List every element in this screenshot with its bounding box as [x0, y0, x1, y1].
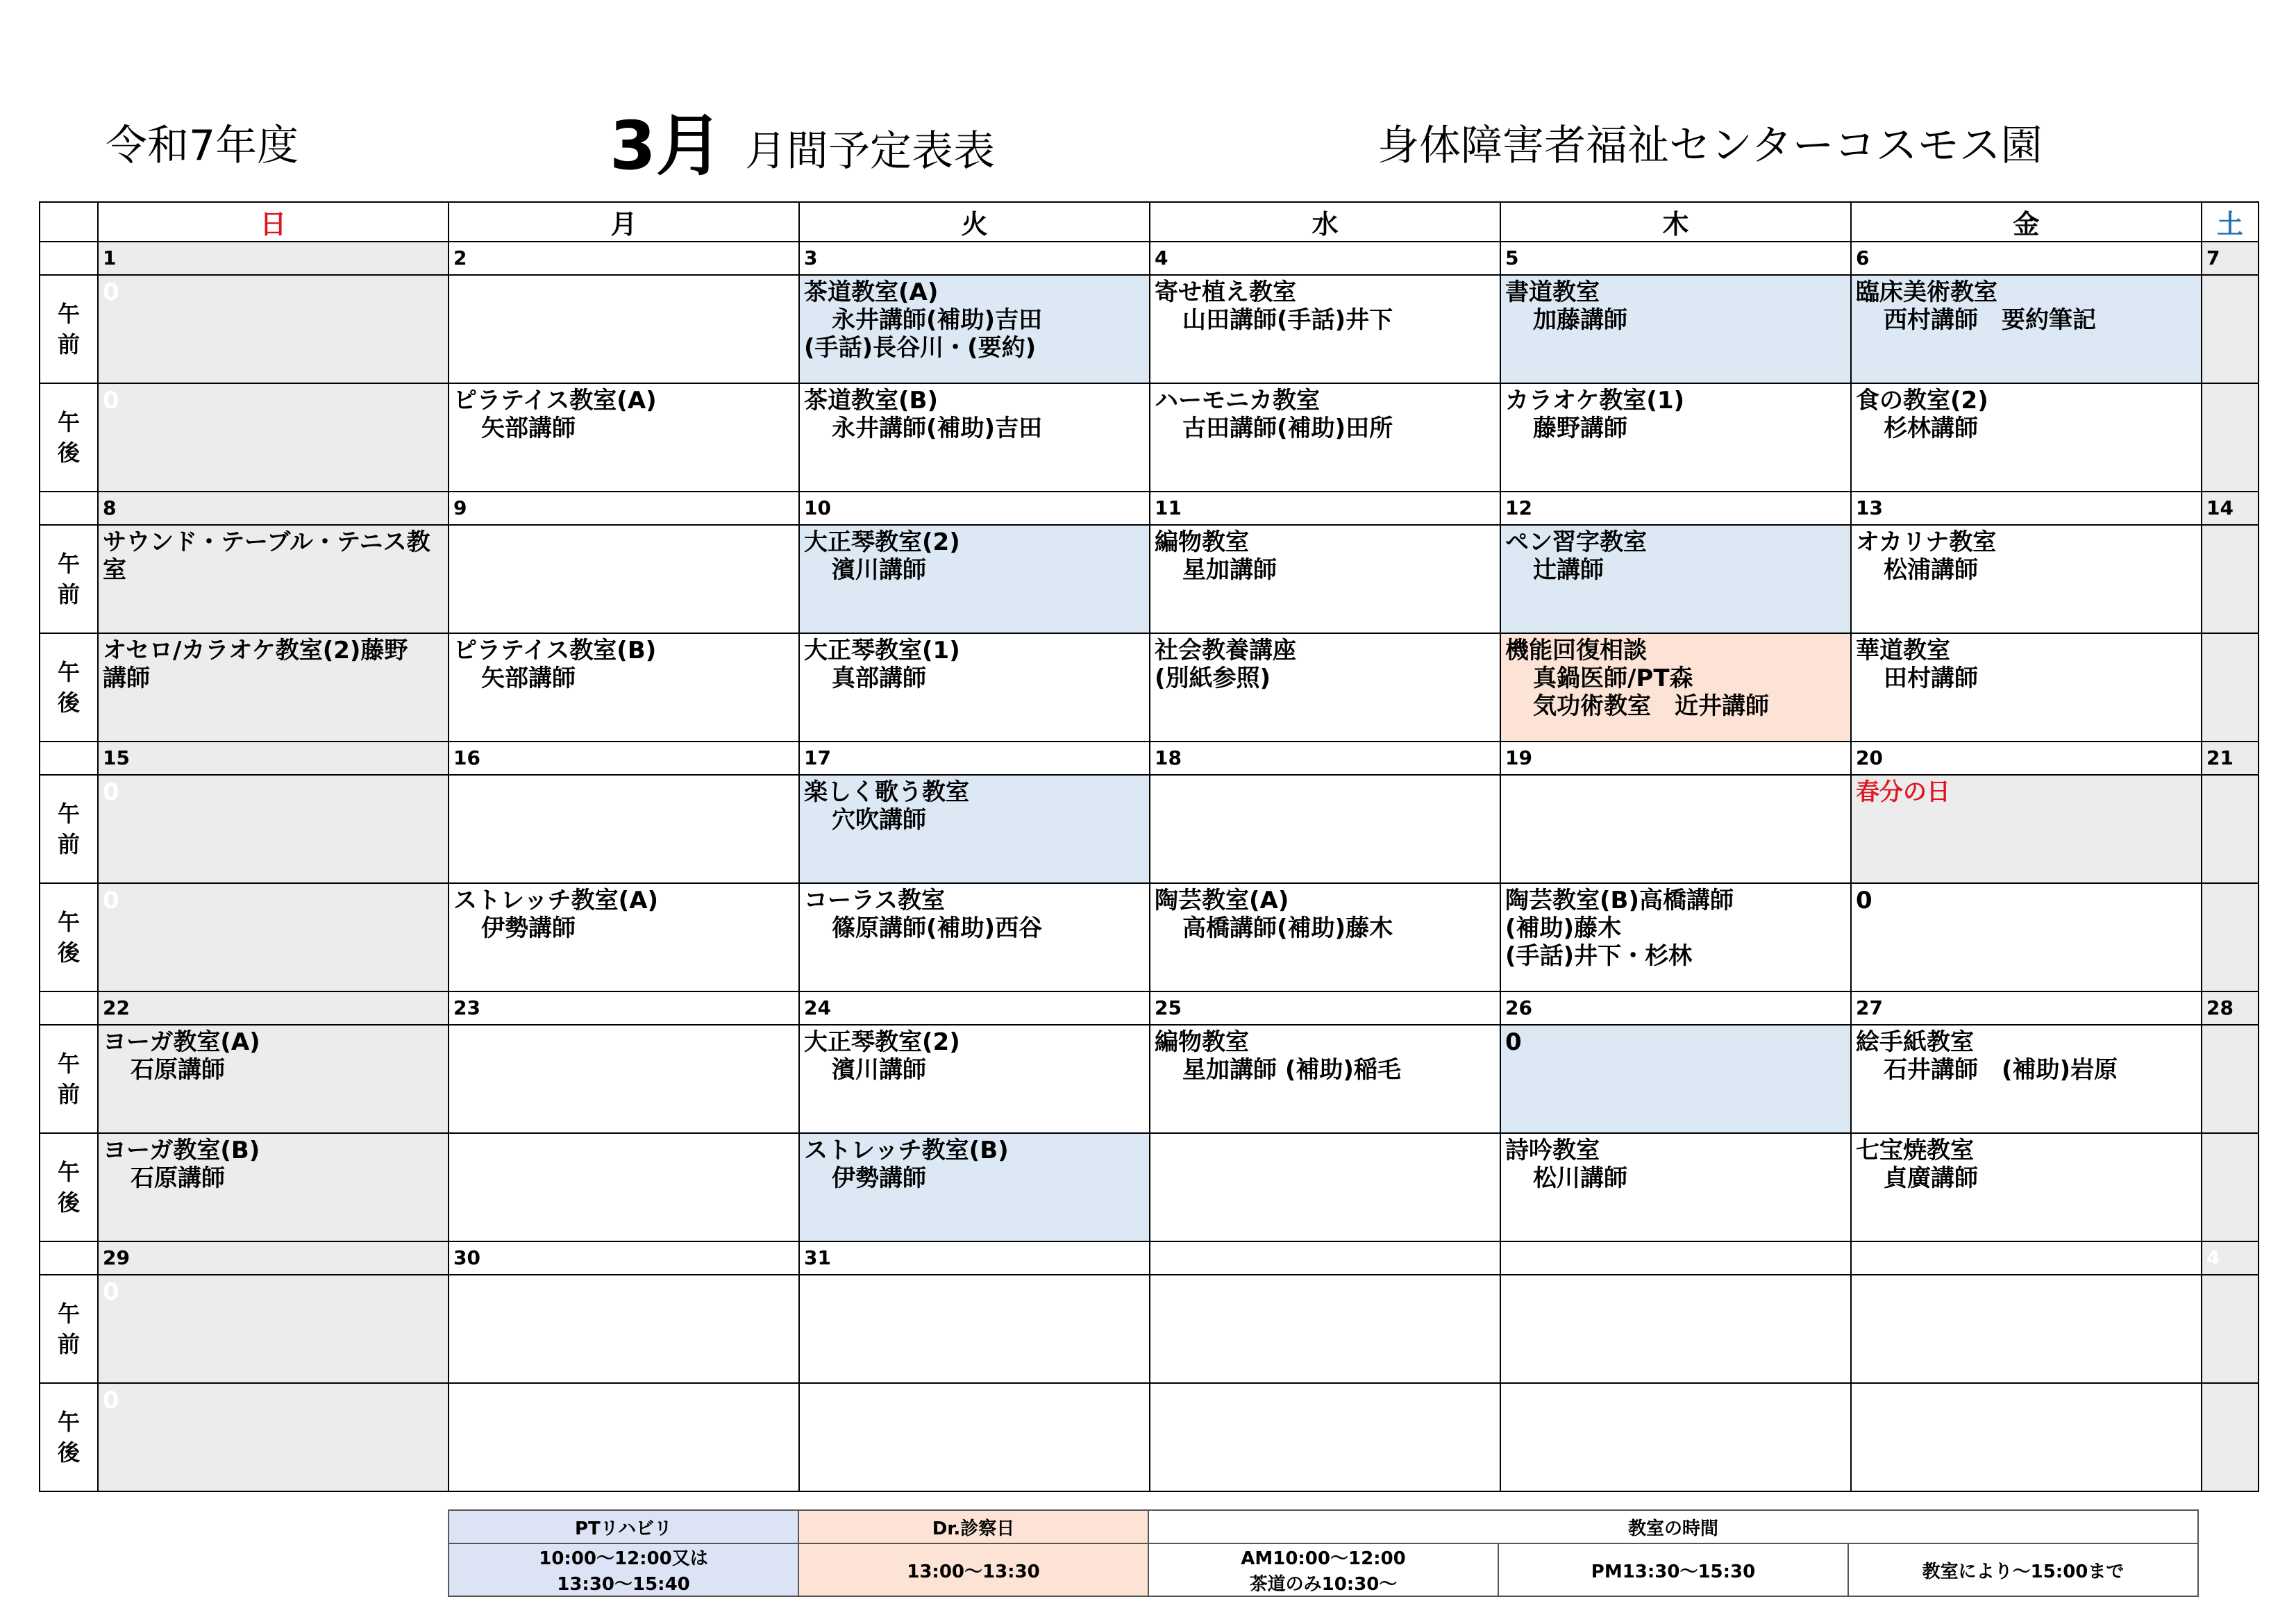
am-slot-fri: [1851, 1025, 2202, 1133]
pm-slot-tue: [799, 1133, 1150, 1241]
am-slot-tue: [799, 1275, 1150, 1383]
pm-row: [40, 1133, 2259, 1241]
pm-slot-sat: [2202, 383, 2259, 492]
pm-slot-sun: [98, 633, 449, 742]
pm-slot-wed: [1150, 383, 1500, 492]
pm-slot-thu: [1500, 1133, 1851, 1241]
event-title: ピラテイス教室(B): [453, 637, 657, 664]
am-slot-fri: [1851, 1275, 2202, 1383]
date-number-wed: [1150, 1241, 1500, 1275]
event-title: コーラス教室: [804, 887, 945, 914]
am-slot-sun: [98, 1275, 449, 1383]
event-title: 機能回復相談: [1505, 637, 1647, 664]
date-number-sun: 8: [98, 492, 449, 525]
event-detail: 藤野講師: [1533, 415, 1627, 442]
event-detail: 矢部講師: [481, 415, 576, 442]
event-title: 0: [103, 278, 119, 306]
date-number-fri: 6: [1851, 242, 2202, 275]
event-detail: 高橋講師(補助)藤木: [1182, 914, 1393, 942]
page-title: 月間予定表表: [745, 127, 995, 176]
pm-slot-sun: [98, 383, 449, 492]
corner-cell: [40, 202, 98, 242]
am-slot-thu: [1500, 525, 1851, 633]
date-number-tue: 17: [799, 742, 1150, 775]
period-label-char: 午: [57, 909, 80, 935]
period-label-pm: [40, 383, 98, 492]
event-detail: 加藤講師: [1533, 306, 1627, 334]
event-title: 社会教養講座: [1155, 637, 1296, 664]
date-number-mon: 9: [449, 492, 799, 525]
event-detail: 星加講師 (補助)稲毛: [1182, 1056, 1401, 1084]
event-detail: 講師: [103, 664, 150, 692]
date-number-sun: 1: [98, 242, 449, 275]
date-number-sat: 4: [2202, 1241, 2259, 1275]
event-title: 茶道教室(A): [804, 278, 939, 306]
pm-slot-thu: [1500, 1383, 1851, 1491]
event-detail: (手話)井下・杉林: [1505, 942, 1693, 970]
event-detail: (別紙参照): [1155, 664, 1271, 692]
period-label-cell: [40, 991, 98, 1025]
am-slot-sun: [98, 775, 449, 883]
am-slot-sat: [2202, 775, 2259, 883]
legend-pm-time: PM13:30～15:30: [1498, 1543, 1848, 1596]
date-number-thu: [1500, 1241, 1851, 1275]
event-detail: 松川講師: [1533, 1164, 1627, 1192]
pm-slot-mon: [449, 383, 799, 492]
pm-slot-thu: [1500, 883, 1851, 991]
am-slot-sat: [2202, 525, 2259, 633]
date-number-sun: 22: [98, 991, 449, 1025]
date-number-fri: 20: [1851, 742, 2202, 775]
period-label-char: 後: [57, 1439, 80, 1466]
event-title: 寄せ植え教室: [1155, 278, 1296, 306]
pm-row: [40, 633, 2259, 742]
am-row: [40, 1275, 2259, 1383]
am-slot-tue: [799, 275, 1150, 383]
event-title: 編物教室: [1155, 528, 1249, 556]
date-number-sat: 28: [2202, 991, 2259, 1025]
event-detail: 古田講師(補助)田所: [1182, 415, 1393, 442]
date-number-mon: 16: [449, 742, 799, 775]
weekday-sunday: 日: [98, 202, 449, 242]
pm-slot-sat: [2202, 633, 2259, 742]
date-number-sun: 15: [98, 742, 449, 775]
weekday-monday: 月: [449, 202, 799, 242]
date-number-sat: 14: [2202, 492, 2259, 525]
pm-slot-fri: [1851, 1133, 2202, 1241]
pm-slot-mon: [449, 633, 799, 742]
pm-slot-wed: [1150, 1133, 1500, 1241]
pm-slot-sun: [98, 883, 449, 991]
period-label-char: 午: [57, 409, 80, 435]
event-detail: 気功術教室 近井講師: [1533, 692, 1769, 720]
event-title: ピラテイス教室(A): [453, 387, 657, 415]
event-title: 食の教室(2): [1856, 387, 1988, 415]
event-title: オカリナ教室: [1856, 528, 1997, 556]
event-detail: 山田講師(手話)井下: [1182, 306, 1393, 334]
event-title: 楽しく歌う教室: [804, 778, 969, 806]
date-number-sun: 29: [98, 1241, 449, 1275]
am-slot-wed: [1150, 525, 1500, 633]
pm-slot-mon: [449, 883, 799, 991]
weekday-tuesday: 火: [799, 202, 1150, 242]
period-label-am: [40, 1275, 98, 1383]
pm-slot-tue: [799, 1383, 1150, 1491]
legend-am-time-1: AM10:00～12:00: [1241, 1548, 1406, 1569]
event-detail: 濱川講師: [832, 1056, 926, 1084]
am-slot-wed: [1150, 775, 1500, 883]
period-label-char: 前: [57, 1081, 80, 1107]
pm-slot-wed: [1150, 883, 1500, 991]
am-slot-sun: [98, 1025, 449, 1133]
event-title: ヨーガ教室(B): [103, 1137, 260, 1164]
event-title: ストレッチ教室(B): [804, 1137, 1009, 1164]
event-title: 編物教室: [1155, 1028, 1249, 1056]
date-row: [40, 1241, 2259, 1275]
date-number-wed: 18: [1150, 742, 1500, 775]
pm-slot-mon: [449, 1133, 799, 1241]
date-number-tue: 31: [799, 1241, 1150, 1275]
am-slot-sun: [98, 525, 449, 633]
pm-slot-fri: [1851, 883, 2202, 991]
event-detail: 石原講師: [131, 1164, 225, 1192]
legend-doctor-title: Dr.診察日: [798, 1510, 1148, 1543]
event-detail: (補助)藤木: [1505, 914, 1622, 942]
event-detail: 穴吹講師: [832, 806, 926, 834]
month-label: 3月: [610, 107, 723, 185]
period-label-char: 午: [57, 301, 80, 327]
event-detail: 伊勢講師: [481, 914, 576, 942]
am-slot-mon: [449, 525, 799, 633]
date-number-mon: 2: [449, 242, 799, 275]
period-label-pm: [40, 1133, 98, 1241]
event-title: 0: [103, 387, 119, 415]
fiscal-year: 令和7年度: [106, 122, 299, 170]
period-label-char: 後: [57, 939, 80, 966]
am-slot-wed: [1150, 1275, 1500, 1383]
event-detail: 永井講師(補助)吉田: [832, 415, 1043, 442]
event-detail: 矢部講師: [481, 664, 576, 692]
event-detail: 真部講師: [832, 664, 926, 692]
pm-slot-sun: [98, 1383, 449, 1491]
event-title: 七宝焼教室: [1856, 1137, 1974, 1164]
period-label-cell: [40, 242, 98, 275]
pm-row: [40, 1383, 2259, 1491]
am-slot-sun: [98, 275, 449, 383]
period-label-char: 午: [57, 801, 80, 827]
am-slot-thu: [1500, 275, 1851, 383]
weekday-saturday: 土: [2202, 202, 2259, 242]
am-row: [40, 1025, 2259, 1133]
event-detail: 星加講師: [1182, 556, 1277, 584]
period-label-char: 午: [57, 1159, 80, 1185]
legend-class-time-title: 教室の時間: [1148, 1510, 2198, 1543]
event-detail: 石井講師 (補助)岩原: [1884, 1056, 2118, 1084]
weekday-header-row: [40, 202, 2259, 242]
event-detail: 辻講師: [1533, 556, 1604, 584]
date-number-fri: [1851, 1241, 2202, 1275]
legend-pt-time-1: 10:00～12:00又は: [539, 1548, 708, 1569]
legend-am-time: [1148, 1543, 1498, 1596]
pm-slot-fri: [1851, 383, 2202, 492]
am-slot-tue: [799, 775, 1150, 883]
date-row: [40, 492, 2259, 525]
am-slot-thu: [1500, 775, 1851, 883]
event-title: オセロ/カラオケ教室(2)藤野: [103, 637, 408, 664]
am-slot-wed: [1150, 275, 1500, 383]
period-label-cell: [40, 1241, 98, 1275]
period-label-cell: [40, 492, 98, 525]
event-title: ストレッチ教室(A): [453, 887, 659, 914]
legend-am-time-2: 茶道のみ10:30～: [1249, 1574, 1398, 1595]
event-title: 0: [103, 1387, 119, 1414]
pm-slot-sat: [2202, 883, 2259, 991]
date-row: [40, 742, 2259, 775]
am-slot-fri: [1851, 275, 2202, 383]
period-label-char: 前: [57, 331, 80, 358]
date-number-sat: 21: [2202, 742, 2259, 775]
period-label-char: 午: [57, 659, 80, 685]
event-title: 大正琴教室(1): [804, 637, 960, 664]
period-label-char: 前: [57, 1331, 80, 1357]
date-number-tue: 24: [799, 991, 1150, 1025]
am-slot-wed: [1150, 1025, 1500, 1133]
event-title: 0: [1856, 887, 1872, 914]
date-number-thu: 19: [1500, 742, 1851, 775]
period-label-char: 午: [57, 1050, 80, 1077]
date-number-fri: 27: [1851, 991, 2202, 1025]
event-title: ハーモニカ教室: [1155, 387, 1320, 415]
period-label-am: [40, 525, 98, 633]
event-detail: 真鍋医師/PT森: [1533, 664, 1693, 692]
legend-pt-title: PTリハビリ: [449, 1510, 798, 1543]
pm-slot-fri: [1851, 633, 2202, 742]
event-title: 詩吟教室: [1505, 1137, 1600, 1164]
date-number-thu: 5: [1500, 242, 1851, 275]
date-number-mon: 30: [449, 1241, 799, 1275]
am-slot-mon: [449, 275, 799, 383]
event-title: 臨床美術教室: [1856, 278, 1997, 306]
period-label-am: [40, 1025, 98, 1133]
am-row: [40, 775, 2259, 883]
period-label-pm: [40, 883, 98, 991]
event-detail: 濱川講師: [832, 556, 926, 584]
period-label-char: 午: [57, 551, 80, 577]
event-title: 絵手紙教室: [1856, 1028, 1974, 1056]
event-title: 陶芸教室(A): [1155, 887, 1289, 914]
monthly-calendar: [39, 201, 2259, 1492]
event-title: 0: [103, 778, 119, 806]
period-label-am: [40, 775, 98, 883]
period-label-cell: [40, 742, 98, 775]
period-label-pm: [40, 633, 98, 742]
event-title: ヨーガ教室(A): [103, 1028, 260, 1056]
legend-pt-time-2: 13:30～15:40: [557, 1574, 690, 1595]
period-label-am: [40, 275, 98, 383]
legend-table: [448, 1509, 2199, 1597]
am-slot-mon: [449, 775, 799, 883]
am-slot-sat: [2202, 275, 2259, 383]
event-title: 0: [103, 1278, 119, 1306]
event-detail: 貞廣講師: [1884, 1164, 1978, 1192]
pm-slot-sat: [2202, 1133, 2259, 1241]
am-slot-fri: [1851, 775, 2202, 883]
legend-doctor-time: 13:00～13:30: [798, 1543, 1148, 1596]
event-title: 春分の日: [1856, 778, 1950, 806]
pm-slot-thu: [1500, 633, 1851, 742]
period-label-pm: [40, 1383, 98, 1491]
event-title: サウンド・テーブル・テニス教: [103, 528, 430, 556]
event-title: 大正琴教室(2): [804, 1028, 960, 1056]
event-title: 茶道教室(B): [804, 387, 938, 415]
facility-name: 身体障害者福祉センターコスモス園: [1377, 122, 2043, 170]
am-slot-thu: [1500, 1275, 1851, 1383]
period-label-char: 午: [57, 1300, 80, 1327]
event-title: カラオケ教室(1): [1505, 387, 1685, 415]
period-label-char: 後: [57, 689, 80, 716]
weekday-friday: 金: [1851, 202, 2202, 242]
pm-slot-mon: [449, 1383, 799, 1491]
pm-slot-tue: [799, 633, 1150, 742]
weekday-thursday: 木: [1500, 202, 1851, 242]
event-title: 0: [103, 887, 119, 914]
event-detail: 篠原講師(補助)西谷: [832, 914, 1043, 942]
pm-slot-sat: [2202, 1383, 2259, 1491]
date-number-wed: 11: [1150, 492, 1500, 525]
am-slot-sat: [2202, 1025, 2259, 1133]
date-number-fri: 13: [1851, 492, 2202, 525]
event-detail: 伊勢講師: [832, 1164, 926, 1192]
event-detail: 室: [103, 556, 126, 584]
am-slot-thu: [1500, 1025, 1851, 1133]
event-detail: (手話)長谷川・(要約): [804, 334, 1037, 362]
event-title: 0: [1505, 1028, 1522, 1056]
date-number-tue: 10: [799, 492, 1150, 525]
period-label-char: 前: [57, 831, 80, 857]
event-detail: 杉林講師: [1884, 415, 1978, 442]
legend-other-time: 教室により～15:00まで: [1848, 1543, 2198, 1596]
pm-slot-tue: [799, 883, 1150, 991]
event-title: 大正琴教室(2): [804, 528, 960, 556]
date-number-sat: 7: [2202, 242, 2259, 275]
event-detail: 西村講師 要約筆記: [1884, 306, 2096, 334]
date-number-thu: 26: [1500, 991, 1851, 1025]
date-number-mon: 23: [449, 991, 799, 1025]
date-number-wed: 25: [1150, 991, 1500, 1025]
pm-row: [40, 383, 2259, 492]
event-title: 華道教室: [1856, 637, 1950, 664]
am-slot-fri: [1851, 525, 2202, 633]
event-title: 書道教室: [1505, 278, 1600, 306]
pm-row: [40, 883, 2259, 991]
am-slot-sat: [2202, 1275, 2259, 1383]
am-row: [40, 275, 2259, 383]
event-detail: 松浦講師: [1884, 556, 1978, 584]
pm-slot-wed: [1150, 1383, 1500, 1491]
date-number-thu: 12: [1500, 492, 1851, 525]
am-slot-mon: [449, 1025, 799, 1133]
period-label-char: 後: [57, 440, 80, 466]
pm-slot-sun: [98, 1133, 449, 1241]
period-label-char: 前: [57, 581, 80, 608]
event-detail: 石原講師: [131, 1056, 225, 1084]
period-label-char: 午: [57, 1409, 80, 1435]
pm-slot-wed: [1150, 633, 1500, 742]
event-detail: 永井講師(補助)吉田: [832, 306, 1043, 334]
weekday-wednesday: 水: [1150, 202, 1500, 242]
legend-pt-time: [449, 1543, 798, 1596]
date-row: [40, 991, 2259, 1025]
event-title: ペン習字教室: [1505, 528, 1647, 556]
period-label-char: 後: [57, 1189, 80, 1216]
pm-slot-fri: [1851, 1383, 2202, 1491]
date-number-tue: 3: [799, 242, 1150, 275]
am-slot-tue: [799, 525, 1150, 633]
date-number-wed: 4: [1150, 242, 1500, 275]
event-title: 陶芸教室(B)高橋講師: [1505, 887, 1734, 914]
pm-slot-thu: [1500, 383, 1851, 492]
pm-slot-tue: [799, 383, 1150, 492]
am-row: [40, 525, 2259, 633]
am-slot-tue: [799, 1025, 1150, 1133]
date-row: [40, 242, 2259, 275]
event-detail: 田村講師: [1884, 664, 1978, 692]
am-slot-mon: [449, 1275, 799, 1383]
